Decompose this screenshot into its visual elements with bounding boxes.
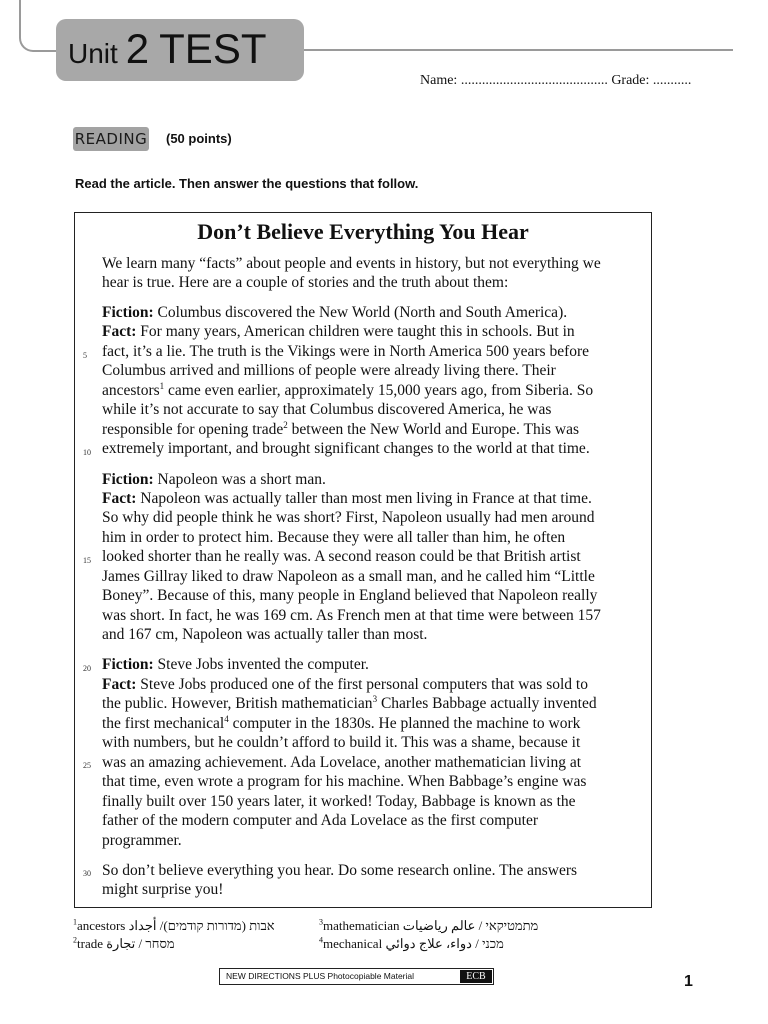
section-points: (50 points) — [166, 131, 232, 146]
closing-line: might surprise you! — [102, 881, 224, 898]
footnote-text: trade מסחר / تجارة — [77, 936, 175, 951]
fiction-text: Steve Jobs invented the computer. — [153, 656, 369, 673]
line-number: 25 — [83, 761, 91, 770]
article-line: extremely important, and brought significant changes to the world at that time. — [102, 440, 590, 457]
footnote-text: ancestors אבות (מדורות קודמים)/ أجداد — [77, 918, 275, 933]
footnote-ref: 1 — [159, 380, 165, 391]
fact-line — [102, 490, 592, 508]
intro-line: We learn many “facts” about people and events in history, but not everything we — [102, 255, 601, 272]
footnote-ref: 4 — [224, 713, 229, 724]
fiction-line — [102, 656, 369, 674]
line-text: Charles Babbage actually invented — [377, 695, 597, 712]
article-line — [102, 695, 597, 713]
article-title: Don’t Believe Everything You Hear — [197, 219, 529, 244]
footnote-number: 1 — [73, 917, 77, 927]
article-line: Boney”. Because of this, many people in England believed that Napoleon really — [102, 587, 598, 604]
line-text: responsible for opening trade — [102, 421, 284, 438]
unit-title — [68, 25, 267, 73]
line-text: came even earlier, approximately 15,000 years ago, from Siberia. So — [164, 382, 594, 399]
article-box — [74, 212, 652, 908]
article-line: So why did people think he was short? First, Napoleon usually had men around — [102, 509, 595, 526]
footnote-text: mathematician מתמטיקאי / عالم رياضيات — [323, 918, 539, 933]
instructions: Read the article. Then answer the questions that follow. — [75, 176, 419, 191]
footnote — [73, 918, 275, 934]
article-line: and 167 cm, Napoleon was actually taller than most. — [102, 626, 428, 643]
footnote — [73, 936, 175, 952]
publisher-footer — [219, 968, 494, 985]
article-line: with numbers, but he couldn’t afford to build it. This was a shame, because it — [102, 734, 581, 751]
article-line: was short. In fact, he was 169 cm. As French men at that time were between 157 — [102, 607, 601, 624]
article-line: while it’s not accurate to say that Columbus discovered America, he was — [102, 401, 552, 418]
footnote-number: 3 — [319, 917, 323, 927]
article-line: that time, even wrote a program for his machine. When Babbage’s engine was — [102, 773, 587, 790]
article-line: finally built over 150 years later, it worked! Today, Babbage is known as the — [102, 793, 576, 810]
intro-line: hear is true. Here are a couple of stories and the truth about them: — [102, 274, 509, 291]
article-line: father of the modern computer and Ada Lovelace as the first computer — [102, 812, 538, 829]
article-line: was an amazing achievement. Ada Lovelace, another mathematician living at — [102, 754, 582, 771]
article-line: fact, it’s a lie. The truth is the Vikings were in North America 500 years before — [102, 343, 590, 360]
publisher-text: NEW DIRECTIONS PLUS Photocopiable Material — [226, 971, 415, 981]
fiction-line — [102, 471, 326, 489]
line-number: 5 — [83, 351, 87, 360]
footnote-number: 2 — [73, 935, 77, 945]
fact-text: Napoleon was actually taller than most men living in France at that time. — [136, 490, 592, 507]
line-text: computer in the 1830s. He planned the machine to work — [228, 715, 581, 732]
fiction-text: Napoleon was a short man. — [153, 471, 326, 488]
article-line — [102, 382, 593, 400]
line-number: 15 — [83, 556, 91, 565]
publisher-logo: ECB — [460, 970, 492, 983]
fiction-text: Columbus discovered the New World (North and South America). — [153, 304, 568, 321]
unit-number: 2 — [125, 25, 150, 72]
fact-text: Steve Jobs produced one of the first personal computers that was sold to — [136, 676, 588, 693]
header-rule-right — [300, 49, 733, 51]
article-line: Columbus arrived and millions of people were already living there. Their — [102, 362, 556, 379]
line-number: 10 — [83, 448, 91, 457]
unit-title-tab — [56, 19, 304, 81]
article-line: looked shorter than he really was. A second reason could be that British artist — [102, 548, 581, 565]
article-line: programmer. — [102, 832, 182, 849]
page-number: 1 — [684, 973, 693, 990]
article-line: him in order to protect him. Because they were all taller than him, he often — [102, 529, 566, 546]
unit-word: Unit — [68, 38, 118, 69]
fact-label: Fact: — [102, 490, 137, 507]
article-line — [102, 715, 580, 733]
name-grade-line: Name: .......................................... Grade: ........... — [420, 73, 692, 88]
footnote — [319, 918, 538, 934]
fiction-label: Fiction: — [102, 304, 154, 321]
footnoted-word: ancestors — [102, 382, 160, 399]
test-word: TEST — [159, 25, 267, 72]
article-line — [102, 421, 579, 439]
footnote — [319, 936, 504, 952]
article-line: James Gillray liked to draw Napoleon as a small man, and he called him “Little — [102, 568, 595, 585]
closing-line: So don’t believe everything you hear. Do some research online. The answers — [102, 862, 578, 879]
line-text: the first mechanical — [102, 715, 225, 732]
footnote-text: mechanical מכני / دواء، علاج دوائي — [323, 936, 504, 951]
fact-line — [102, 676, 588, 694]
line-number: 20 — [83, 664, 91, 673]
footnote-number: 4 — [319, 935, 323, 945]
fact-label: Fact: — [102, 323, 137, 340]
line-text: the public. However, British mathematician — [102, 695, 373, 712]
fiction-label: Fiction: — [102, 656, 154, 673]
footnote-ref: 2 — [283, 419, 288, 430]
fiction-line — [102, 304, 567, 322]
fact-label: Fact: — [102, 676, 137, 693]
fiction-label: Fiction: — [102, 471, 154, 488]
line-text: between the New World and Europe. This was — [287, 421, 580, 438]
reading-section-badge: READING — [73, 127, 149, 151]
line-number: 30 — [83, 869, 91, 878]
fact-line — [102, 323, 575, 341]
fact-text: For many years, American children were taught this in schools. But in — [136, 323, 575, 340]
footnote-ref: 3 — [372, 693, 378, 704]
